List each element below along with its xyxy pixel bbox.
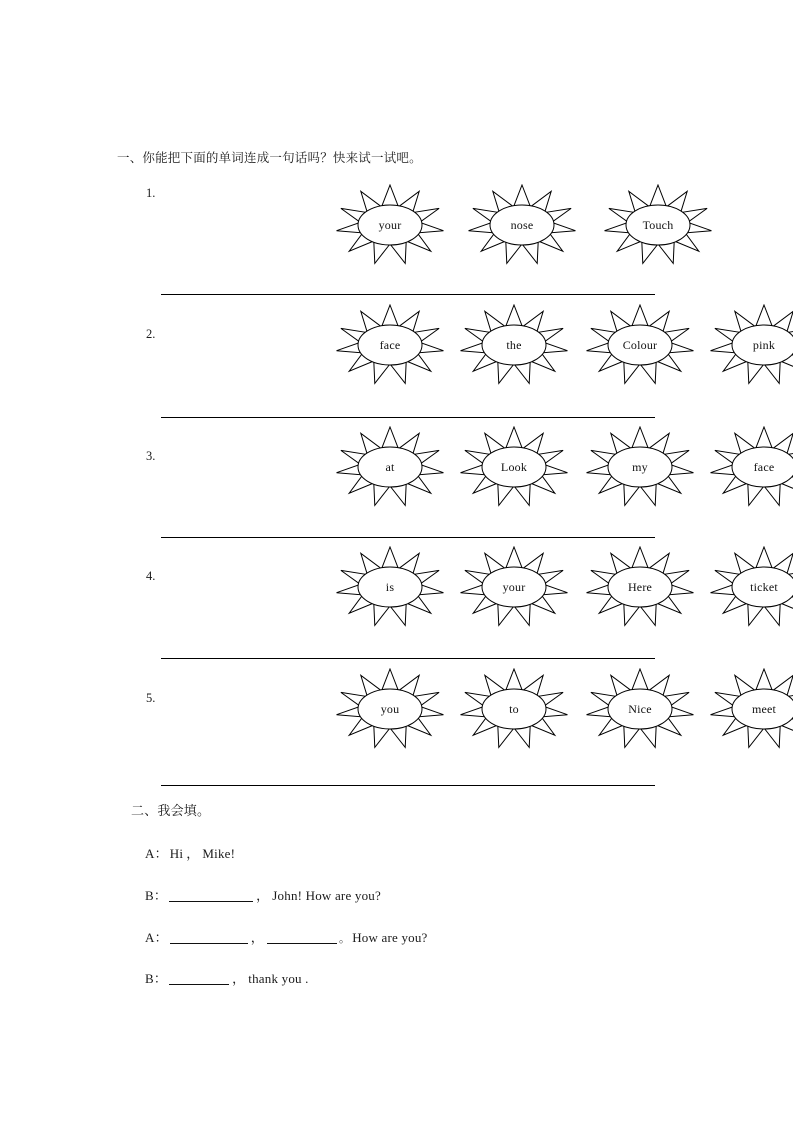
word-row [0, 668, 793, 768]
word-row [0, 426, 793, 526]
burst-word-label: ticket [750, 579, 778, 594]
burst-word-label: the [506, 337, 522, 352]
dialogue-line [145, 968, 309, 987]
burst-word-label: is [385, 579, 395, 594]
fill-in-blank[interactable] [170, 930, 248, 944]
dialogue-text: Mike! [202, 846, 236, 861]
word-burst[interactable] [585, 546, 695, 628]
burst-word-label: to [509, 701, 519, 716]
word-burst[interactable] [459, 546, 569, 628]
dialogue-text: How are you? [352, 930, 428, 945]
answer-write-line[interactable] [161, 658, 655, 659]
burst-word-label: you [380, 701, 400, 716]
row-number: 2. [146, 327, 156, 341]
section-1-heading: 一、你能把下面的单词连成一句话吗？快来试一试吧。 [117, 150, 422, 165]
dialogue-punctuation: 。 [339, 932, 351, 945]
word-row [0, 184, 793, 284]
burst-word-label: Look [500, 459, 528, 474]
word-burst[interactable] [585, 304, 695, 386]
dialogue-line [145, 927, 428, 946]
word-burst[interactable] [709, 546, 793, 628]
word-row [0, 546, 793, 646]
row-number: 4. [146, 569, 156, 583]
answer-write-line[interactable] [161, 537, 655, 538]
section-2-heading: 二、我会填。 [131, 804, 211, 819]
fill-in-blank[interactable] [169, 971, 229, 985]
word-burst[interactable] [459, 668, 569, 750]
dialogue-speaker-label: A： [145, 846, 168, 861]
word-burst[interactable] [603, 184, 713, 266]
dialogue-speaker-label: B： [145, 971, 168, 986]
word-burst[interactable] [709, 668, 793, 750]
word-burst[interactable] [335, 668, 445, 750]
dialogue-punctuation: ， [232, 971, 246, 986]
word-burst[interactable] [585, 426, 695, 508]
word-burst[interactable] [335, 426, 445, 508]
burst-word-label: meet [751, 701, 777, 716]
word-burst[interactable] [585, 668, 695, 750]
burst-word-label: nose [510, 217, 534, 232]
dialogue-speaker-label: A： [145, 930, 168, 945]
word-burst[interactable] [335, 546, 445, 628]
burst-word-label: face [379, 337, 401, 352]
dialogue-speaker-label: B： [145, 888, 168, 903]
dialogue-text: John! How are you? [272, 888, 381, 903]
fill-in-blank[interactable] [267, 930, 337, 944]
dialogue-line [145, 843, 235, 862]
burst-word-label: Touch [642, 217, 674, 232]
dialogue-text: Hi [169, 846, 184, 861]
word-row [0, 304, 793, 404]
burst-word-label: Nice [628, 701, 652, 716]
row-number: 1. [146, 186, 156, 200]
dialogue-punctuation: ， [250, 930, 264, 945]
answer-write-line[interactable] [161, 417, 655, 418]
burst-word-label: face [753, 459, 775, 474]
burst-word-label: your [502, 579, 526, 594]
word-burst[interactable] [459, 304, 569, 386]
fill-in-blank[interactable] [169, 888, 253, 902]
row-number: 5. [146, 691, 156, 705]
burst-word-label: Here [627, 579, 653, 594]
word-burst[interactable] [709, 304, 793, 386]
burst-word-label: Colour [622, 337, 658, 352]
dialogue-punctuation: ， [186, 846, 200, 861]
answer-write-line[interactable] [161, 785, 655, 786]
burst-word-label: pink [752, 337, 776, 352]
word-burst[interactable] [467, 184, 577, 266]
dialogue-punctuation: ， [256, 888, 270, 903]
word-burst[interactable] [459, 426, 569, 508]
burst-word-label: your [378, 217, 402, 232]
row-number: 3. [146, 449, 156, 463]
word-burst[interactable] [335, 304, 445, 386]
word-burst[interactable] [709, 426, 793, 508]
dialogue-line [145, 885, 381, 904]
burst-word-label: at [385, 459, 395, 474]
burst-word-label: my [632, 459, 648, 474]
answer-write-line[interactable] [161, 294, 655, 295]
dialogue-text: thank you . [248, 971, 309, 986]
word-burst[interactable] [335, 184, 445, 266]
